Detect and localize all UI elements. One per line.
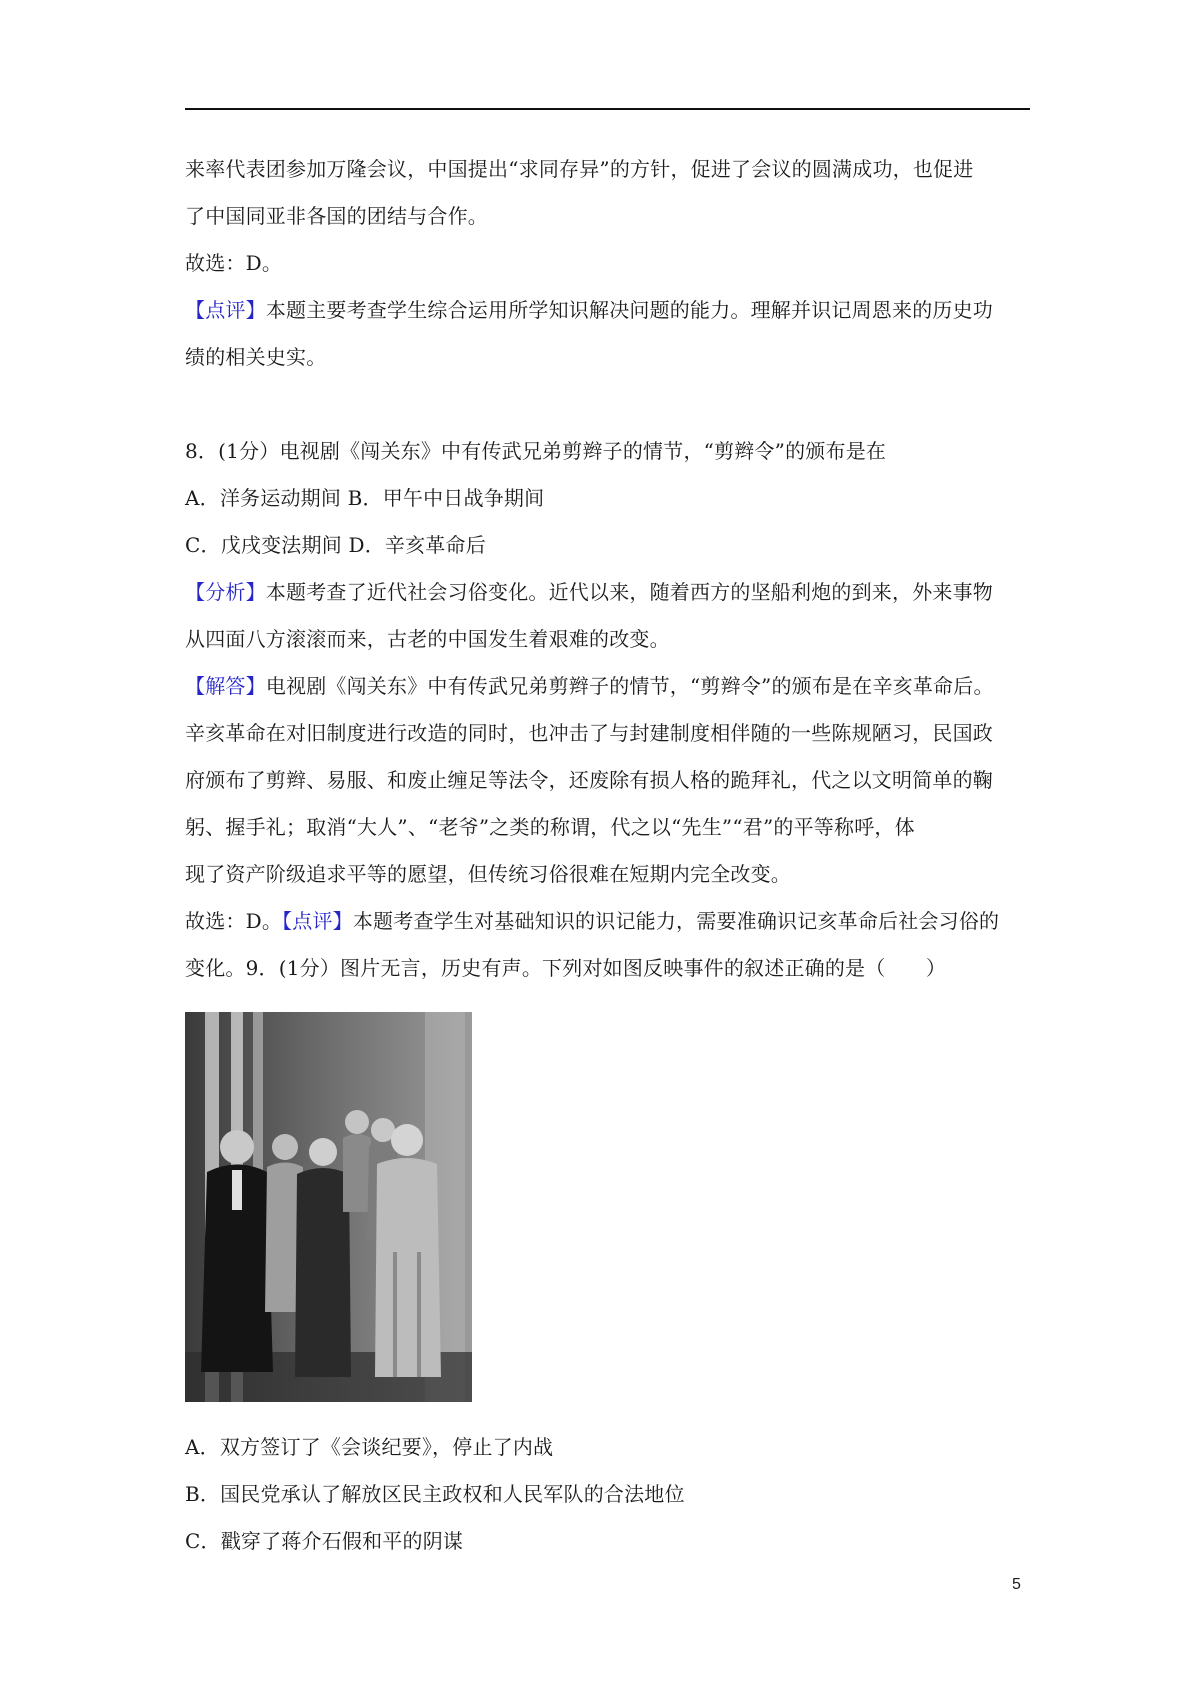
solution-tag: 【解答】: [185, 674, 266, 698]
comment-text: 本题主要考查学生综合运用所学知识解决问题的能力。理解并识记周恩来的历史功: [265, 298, 994, 322]
q8-analysis-line-1: [185, 577, 1045, 607]
q8-answer-comment-line: [185, 906, 1045, 936]
q8-comment-end: 变化。: [185, 956, 246, 980]
q7-text-line-1: 来率代表团参加万隆会议，中国提出“求同存异”的方针，促进了会议的圆满成功，也促进: [185, 157, 974, 181]
analysis-text: 本题考查了近代社会习俗变化。近代以来，随着西方的坚船利炮的到来，外来事物: [265, 580, 994, 604]
q8-answer: 故选：D。: [185, 909, 283, 933]
q8-solution-line-2: 辛亥革命在对旧制度进行改造的同时，也冲击了与封建制度相伴随的一些陈规陋习，民国政: [185, 721, 993, 745]
q7-answer: 故选：D。: [185, 251, 283, 275]
q8-options-line-1: A．洋务运动期间 B．甲午中日战争期间: [185, 486, 545, 510]
q8-question: 8．(1分）电视剧《闯关东》中有传武兄弟剪辫子的情节，“剪辫令”的颁布是在: [185, 439, 887, 463]
q8-solution-line-3: 府颁布了剪辫、易服、和废止缠足等法令，还废除有损人格的跪拜礼，代之以文明简单的鞠: [185, 768, 993, 792]
page-number: 5: [1012, 1576, 1021, 1593]
comment-tag: 【点评】: [185, 298, 266, 322]
q8-solution-line-4: 躬、握手礼；取消“大人”、“老爷”之类的称谓，代之以“先生”“君”的平等称呼，体: [185, 815, 915, 839]
comment-tag: 【点评】: [282, 909, 353, 933]
q7-text-line-2: 了中国同亚非各国的团结与合作。: [185, 204, 488, 228]
q8-solution-line-5: 现了资产阶级追求平等的愿望，但传统习俗很难在短期内完全改变。: [185, 862, 791, 886]
q9-option-b: B．国民党承认了解放区民主政权和人民军队的合法地位: [185, 1482, 685, 1506]
solution-text: 电视剧《闯关东》中有传武兄弟剪辫子的情节，“剪辫令”的颁布是在辛亥革命后。: [265, 674, 994, 698]
q7-comment-line-1: [185, 295, 1045, 325]
q8-options-line-2: C．戊戌变法期间 D．辛亥革命后: [185, 533, 486, 557]
q8-solution-line-1: [185, 671, 1045, 701]
q9-question: 9．(1分）图片无言，历史有声。下列对如图反映事件的叙述正确的是（ ）: [245, 956, 947, 980]
historical-photo: [185, 1012, 472, 1402]
header-rule: [185, 108, 1030, 110]
comment-text: 本题考查学生对基础知识的识记能力，需要准确识记亥革命后社会习俗的: [352, 909, 1000, 933]
analysis-tag: 【分析】: [185, 580, 266, 604]
q9-option-a: A．双方签订了《会谈纪要》，停止了内战: [185, 1435, 554, 1459]
q7-comment-line-2: 绩的相关史实。: [185, 345, 327, 369]
q8-q9-line: [185, 953, 1045, 983]
q8-analysis-line-2: 从四面八方滚滚而来，古老的中国发生着艰难的改变。: [185, 627, 670, 651]
q9-option-c: C．戳穿了蒋介石假和平的阴谋: [185, 1529, 464, 1553]
